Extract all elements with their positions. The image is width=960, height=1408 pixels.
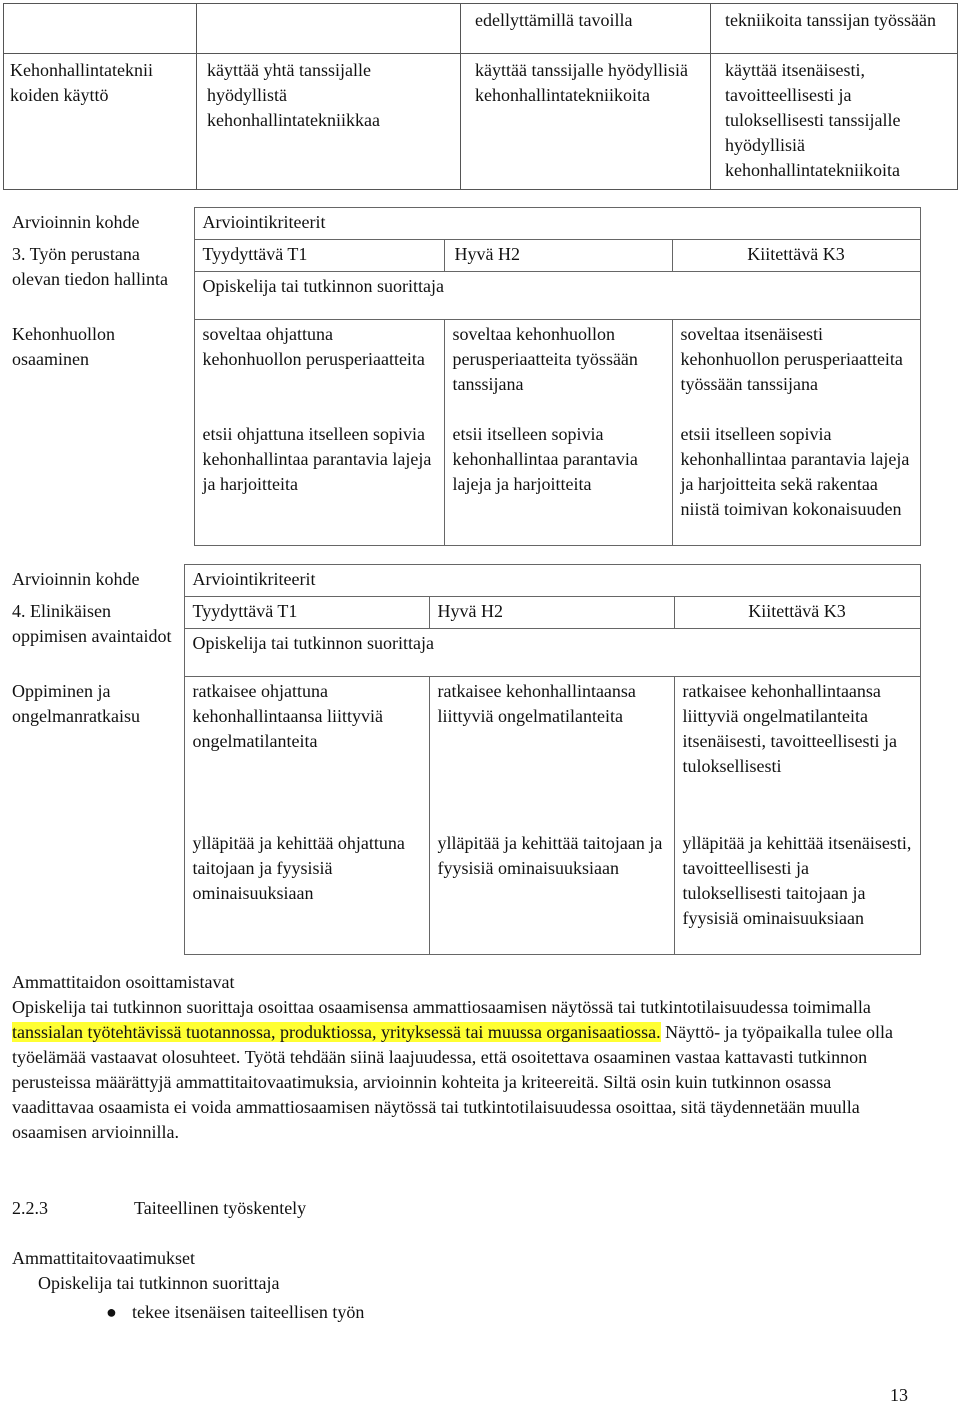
kriteerit-label: Arviointikriteerit bbox=[184, 565, 920, 597]
subsection-number: 2.2.3 bbox=[12, 1198, 48, 1218]
grade-k3: Kiitettävä K3 bbox=[674, 597, 920, 629]
criteria-t1: ylläpitää ja kehittää ohjattuna taitojaan ja fyysisiä ominaisuuksiaan bbox=[184, 829, 429, 955]
kohde-label: Arvioinnin kohde bbox=[4, 565, 184, 597]
grade-t1: Tyydyttävä T1 bbox=[194, 240, 444, 272]
criteria-h2: käyttää tanssijalle hyödyllisiä kehonhallintatekniikoita bbox=[461, 54, 711, 190]
grade-h2: Hyvä H2 bbox=[429, 597, 674, 629]
subsection-heading bbox=[12, 1196, 912, 1221]
criteria-t1: soveltaa ohjattuna kehonhuollon perusperiaatteita bbox=[194, 320, 444, 420]
kriteerit-label: Arviointikriteerit bbox=[194, 208, 920, 240]
list-item-text: tekee itsenäisen taiteellisen työn bbox=[132, 1302, 365, 1322]
assessment-table-4 bbox=[4, 564, 921, 955]
subject-label: Opiskelija tai tutkinnon suorittaja bbox=[194, 272, 920, 320]
bullet-icon: ● bbox=[106, 1302, 117, 1322]
criteria-h2: ratkaisee kehonhallintaansa liittyviä ongelmatilanteita bbox=[429, 677, 674, 829]
subject-label: Opiskelija tai tutkinnon suorittaja bbox=[38, 1273, 280, 1293]
criteria-h2: ylläpitää ja kehittää taitojaan ja fyysisiä ominaisuuksiaan bbox=[429, 829, 674, 955]
criteria-k3: käyttää itsenäisesti, tavoitteellisesti ja tuloksellisesti tanssijalle hyödyllisiä kehonhallintatekniikoita bbox=[711, 54, 958, 190]
requirements-heading: Ammattitaitovaatimukset bbox=[12, 1248, 195, 1268]
competence-table-top bbox=[3, 3, 958, 190]
kohde-label: Arvioinnin kohde bbox=[4, 208, 194, 240]
highlighted-text: tanssialan työtehtävissä tuotannossa, produktiossa, yrityksessä tai muussa organisaatiossa. bbox=[12, 1022, 661, 1042]
criteria-k3: ylläpitää ja kehittää itsenäisesti, tavoitteellisesti ja tuloksellisesti taitojaan ja fyysisiä ominaisuuksiaan bbox=[674, 829, 920, 955]
grade-k3: Kiitettävä K3 bbox=[672, 240, 920, 272]
criteria-t1: etsii ohjattuna itselleen sopivia kehonhallintaa parantavia lajeja ja harjoitteita bbox=[194, 420, 444, 546]
cell: edellyttämillä tavoilla bbox=[461, 4, 711, 54]
criteria-h2: soveltaa kehonhuollon perusperiaatteita työssään tanssijana bbox=[444, 320, 672, 420]
cell bbox=[197, 4, 461, 54]
assessment-table-3 bbox=[4, 207, 921, 546]
kohde-title: 4. Elinikäisen oppimisen avaintaidot bbox=[4, 597, 184, 677]
cell: tekniikoita tanssijan työssään bbox=[711, 4, 958, 54]
criteria-t1: ratkaisee ohjattuna kehonhallintaansa liittyviä ongelmatilanteita bbox=[184, 677, 429, 829]
grade-h2: Hyvä H2 bbox=[444, 240, 672, 272]
area-label: Kehonhallintateknii koiden käyttö bbox=[4, 54, 197, 190]
criteria-t1: käyttää yhtä tanssijalle hyödyllistä kehonhallintatekniikkaa bbox=[197, 54, 461, 190]
criteria-k3: ratkaisee kehonhallintaansa liittyviä ongelmatilanteita itsenäisesti, tavoitteellisesti ja tuloksellisesti bbox=[674, 677, 920, 829]
section-paragraph bbox=[12, 995, 902, 1145]
area-label: Oppiminen ja ongelmanratkaisu bbox=[4, 677, 184, 955]
paragraph-text: Opiskelija tai tutkinnon suorittaja osoittaa osaamisensa ammattiosaamisen näytössä tai tutkintotilaisuudessa toimimalla bbox=[12, 997, 871, 1017]
subject-label: Opiskelija tai tutkinnon suorittaja bbox=[184, 629, 920, 677]
criteria-k3: soveltaa itsenäisesti kehonhuollon perusperiaatteita työssään tanssijana bbox=[672, 320, 920, 420]
kohde-title: 3. Työn perustana olevan tiedon hallinta bbox=[4, 240, 194, 320]
area-label: Kehonhuollon osaaminen bbox=[4, 320, 194, 546]
subsection-title: Taiteellinen työskentely bbox=[134, 1198, 307, 1218]
criteria-k3: etsii itselleen sopivia kehonhallintaa parantavia lajeja ja harjoitteita sekä rakentaa niistä toimivan kokonaisuuden bbox=[672, 420, 920, 546]
page-number: 13 bbox=[890, 1385, 908, 1405]
grade-t1: Tyydyttävä T1 bbox=[184, 597, 429, 629]
paragraph-text: Näyttö- ja työpaikalla tulee olla työelämää vastaavat olosuhteet. Työtä tehdään siinä laajuudessa, että osoitettava osaaminen vastaa kattavasti tutkinnon perusteissa määrättyjä ammattitaitovaatimuksia, arvioinnin kohteita ja kriteereitä. Siltä osin kuin tutkinnon osassa vaadittavaa osaamista ei voida ammattiosaamisen näytössä tai tutkintotilaisuudessa osoittaa, sitä täydennetään muulla osaamisen arvioinnilla. bbox=[12, 1022, 893, 1142]
section-heading: Ammattitaidon osoittamistavat bbox=[12, 972, 235, 992]
criteria-h2: etsii itselleen sopivia kehonhallintaa parantavia lajeja ja harjoitteita bbox=[444, 420, 672, 546]
cell bbox=[4, 4, 197, 54]
